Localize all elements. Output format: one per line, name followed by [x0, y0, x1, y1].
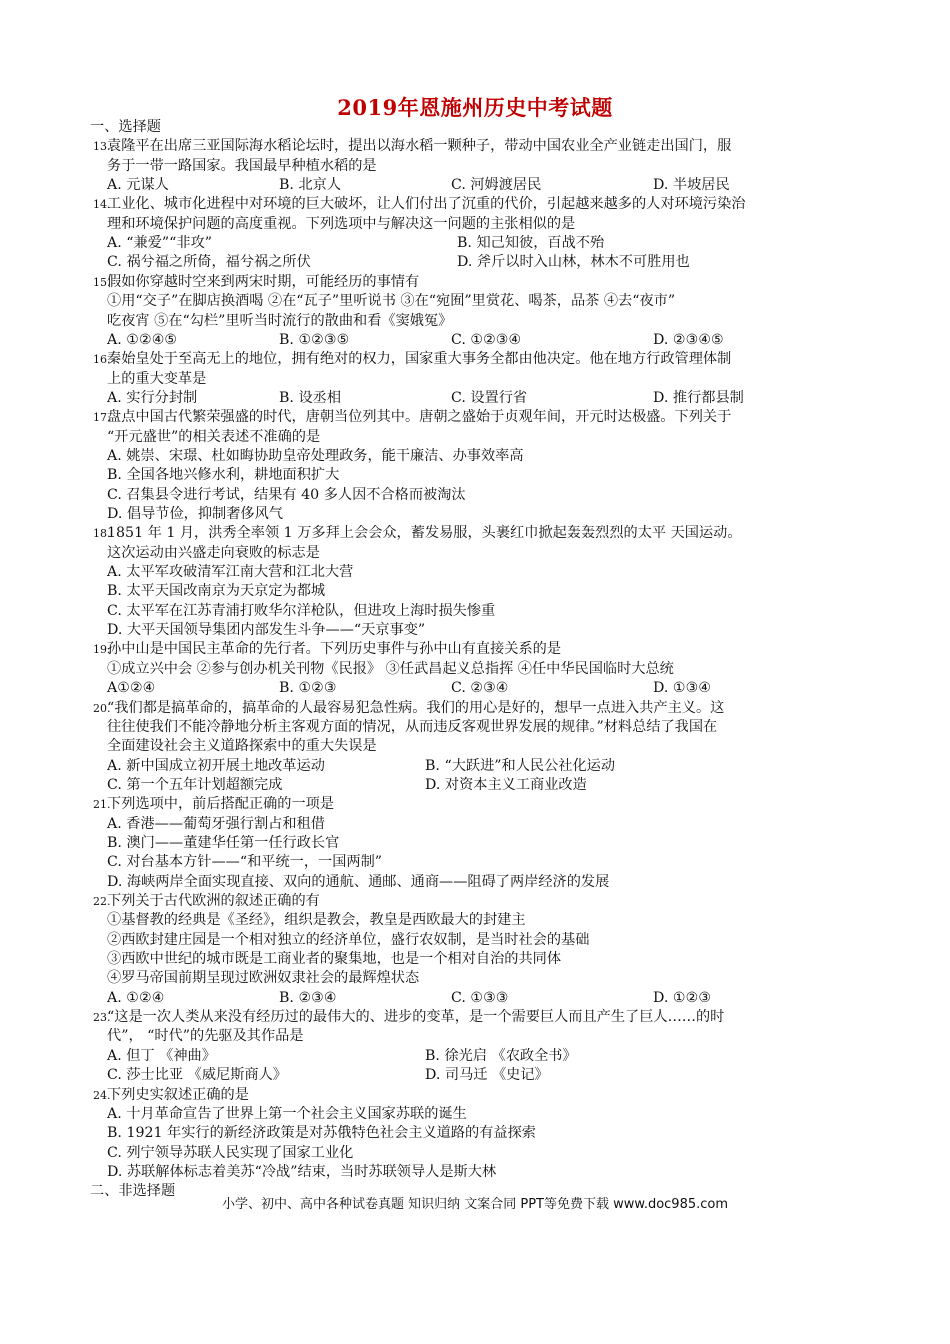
page-title: 2019年恩施州历史中考试题: [337, 95, 613, 120]
answer-option: A. 姚崇、宋璟、杜如晦协助皇帝处理政务，能干廉洁、办事效率高: [107, 447, 524, 464]
answer-option: D. 斧斤以时入山林，林木不可胜用也: [457, 254, 690, 271]
question-number: 18.: [93, 527, 111, 541]
answer-option: A. ①②④⑤: [107, 331, 178, 348]
question-number: 24.: [93, 1088, 111, 1102]
answer-option: C. 第一个五年计划超额完成: [107, 776, 283, 793]
question-text-line: ①用“交子”在脚店换酒喝 ②在“瓦子”里听说书 ③在“宛囿”里赏花、喝茶，品茶 ④去“夜市”: [107, 293, 676, 310]
answer-option: B. 1921 年实行的新经济政策是对苏俄特色社会主义道路的有益探索: [107, 1125, 536, 1142]
question-text-line: ①基督教的经典是《圣经》，组织是教会，教皇是西欧最大的封建主: [107, 912, 526, 929]
question-number: 19.: [93, 643, 111, 657]
question-stem: [93, 273, 419, 292]
answer-option: D. 司马迁 《史记》: [425, 1067, 549, 1084]
question-text-line: ④罗马帝国前期呈现过欧洲奴隶社会的最辉煌状态: [107, 970, 420, 987]
question-number: 17.: [93, 411, 111, 425]
question-stem: [93, 1086, 249, 1105]
answer-option: B. 澳门——董建华任第一任行政长官: [107, 834, 340, 851]
answer-option: B. “大跃进”和人民公社化运动: [425, 757, 616, 774]
answer-option: A. 十月革命宣告了世界上第一个社会主义国家苏联的诞生: [107, 1105, 467, 1122]
question-text: 下列关于古代欧洲的叙述正确的有: [107, 893, 320, 909]
question-number: 15.: [93, 275, 111, 289]
question-number: 13.: [93, 140, 111, 154]
answer-option: C. 太平军在江苏青浦打败华尔洋枪队，但进攻上海时损失惨重: [107, 602, 496, 619]
answer-option: B. 设丞相: [279, 389, 342, 406]
answer-option: C. ①③③: [451, 989, 509, 1006]
question-number: 22.: [93, 895, 111, 908]
answer-option: D. 对资本主义工商业改造: [425, 776, 587, 793]
question-text: 下列选项中，前后搭配正确的一项是: [107, 796, 335, 813]
answer-option: D. 苏联解体标志着美苏“冷战”结束，当时苏联领导人是斯大林: [107, 1163, 497, 1180]
answer-option: A. 新中国成立初开展土地改革运动: [107, 757, 325, 774]
question-stem: [93, 350, 731, 369]
question-text-line: 上的重大变革是: [107, 370, 207, 387]
question-stem: [93, 640, 561, 659]
answer-option: B. 北京人: [279, 177, 342, 194]
question-stem: [93, 892, 320, 911]
question-text-line: “开元盛世”的相关表述不准确的是: [107, 428, 321, 445]
question-stem: [93, 408, 731, 427]
question-text-line: ①成立兴中会 ②参与创办机关刊物《民报》 ③任武昌起义总指挥 ④任中华民国临时大总统: [107, 660, 674, 677]
answer-option: A. 元谋人: [107, 177, 169, 194]
answer-option: D. ①②③: [653, 989, 712, 1006]
question-text: 下列史实叙述正确的是: [107, 1086, 249, 1103]
question-text-line: 代”， “时代”的先驱及其作品是: [107, 1028, 304, 1045]
section-heading: 二、非选择题: [90, 1183, 176, 1200]
answer-option: A①②④: [107, 680, 156, 697]
answer-option: C. 设置行省: [451, 389, 528, 406]
answer-option: C. 祸兮福之所倚，福兮祸之所伏: [107, 254, 311, 271]
answer-option: A. ①②④: [107, 989, 165, 1006]
question-stem: [93, 137, 731, 156]
answer-option: C. 列宁领导苏联人民实现了国家工业化: [107, 1144, 354, 1161]
answer-option: D. 海峡两岸全面实现直接、双向的通航、通邮、通商——阻碍了两岸经济的发展: [107, 873, 610, 890]
question-text: 盘点中国古代繁荣强盛的时代，唐朝当位列其中。唐朝之盛始于贞观年间，开元时达极盛。下列关于: [107, 409, 732, 426]
answer-option: B. 徐光启 《农政全书》: [425, 1047, 577, 1064]
answer-option: A. “兼爱”“非攻”: [107, 235, 213, 252]
answer-option: C. 召集县令进行考试，结果有 40 多人因不合格而被淘汰: [107, 486, 466, 503]
answer-option: D. 半坡居民: [653, 177, 730, 194]
answer-option: C. ②③④: [451, 680, 509, 697]
question-text-line: ③西欧中世纪的城市既是工商业者的聚集地，也是一个相对自治的共同体: [107, 951, 562, 968]
answer-option: D. 倡导节俭，抑制奢侈风气: [107, 506, 283, 522]
answer-option: A. 但丁 《神曲》: [107, 1047, 216, 1064]
question-text: 秦始皇处于至高无上的地位，拥有绝对的权力，国家重大事务全都由他决定。他在地方行政管理体制: [107, 351, 732, 368]
question-stem: [93, 1008, 724, 1027]
answer-option: B. 知己知彼，百战不殆: [457, 235, 605, 252]
question-text-line: 吃夜宵 ⑤在“勾栏”里听当时流行的散曲和看《窦娥冤》: [107, 312, 453, 329]
question-number: 21.: [93, 798, 111, 812]
question-text: 孙中山是中国民主革命的先行者。下列历史事件与孙中山有直接关系的是: [107, 641, 562, 658]
answer-option: A. 香港——葡萄牙强行割占和租借: [107, 815, 325, 832]
answer-option: B. ①②③: [279, 680, 337, 697]
question-text-line: 这次运动由兴盛走向衰败的标志是: [107, 544, 320, 561]
question-text-line: 往往使我们不能冷静地分析主客观方面的情况，从而违反客观世界发展的规律。”材料总结了我国在: [107, 718, 718, 735]
question-number: 20.: [93, 701, 111, 715]
answer-option: A. 太平军攻破清军江南大营和江北大营: [107, 564, 354, 581]
section-heading: 一、选择题: [90, 119, 161, 135]
answer-option: D. 推行都县制: [653, 389, 744, 406]
question-stem: [93, 195, 745, 214]
question-text: “我们都是搞革命的，搞革命的人最容易犯急性病。我们的用心是好的，想早一点进入共产主义。这: [107, 699, 725, 716]
question-text-line: ②西欧封建庄园是一个相对独立的经济单位，盛行农奴制，是当时社会的基础: [107, 931, 590, 948]
answer-option: B. ②③④: [279, 989, 337, 1006]
answer-option: B. 全国各地兴修水利，耕地面积扩大: [107, 467, 340, 484]
question-stem: [93, 524, 742, 543]
question-text-line: 全面建设社会主义道路探索中的重大失误是: [107, 738, 377, 755]
question-text: 工业化、城市化进程中对环境的巨大破坏，让人们付出了沉重的代价，引起越来越多的人对环境污染治: [107, 196, 746, 213]
question-text: 1851 年 1 月，洪秀全率领 1 万多拜上会会众，蓄发易服，头裹红巾掀起轰轰烈烈的太平 天国运动。: [107, 525, 742, 542]
answer-option: B. ①②③⑤: [279, 331, 350, 348]
footer-text: 小学、初中、高中各种试卷真题 知识归纳 文案合同 PPT等免费下载 www.doc985.com: [221, 1197, 729, 1212]
answer-option: A. 实行分封制: [107, 389, 198, 406]
answer-option: C. 莎士比亚 《威尼斯商人》: [107, 1067, 287, 1084]
answer-option: D. 大平天国领导集团内部发生斗争——“天京事变”: [107, 622, 426, 639]
answer-option: C. 河姆渡居民: [451, 177, 542, 194]
answer-option: B. 太平天国改南京为天京定为都城: [107, 583, 326, 600]
answer-option: C. 对台基本方针——“和平统一，一国两制”: [107, 854, 383, 871]
question-stem: [93, 699, 724, 718]
question-text-line: 务于一带一路国家。我国最早种植水稻的是: [107, 157, 377, 174]
answer-option: D. ②③④⑤: [653, 331, 724, 348]
answer-option: D. ①③④: [653, 680, 712, 697]
question-text: “这是一次人类从来没有经历过的最伟大的、进步的变革，是一个需要巨人而且产生了巨人……的时: [107, 1009, 725, 1026]
question-text-line: 理和环境保护问题的高度重视。下列选项中与解决这一问题的主张相似的是: [107, 215, 576, 232]
question-number: 16.: [93, 353, 111, 367]
question-number: 14.: [93, 198, 111, 212]
answer-option: C. ①②③④: [451, 331, 522, 348]
question-stem: [93, 795, 334, 814]
question-text: 假如你穿越时空来到两宋时期，可能经历的事情有: [107, 273, 420, 290]
question-number: 23.: [93, 1011, 111, 1025]
question-text: 袁隆平在出席三亚国际海水稻论坛时，提出以海水稻一颗种子，带动中国农业全产业链走出国门，服: [107, 138, 732, 155]
